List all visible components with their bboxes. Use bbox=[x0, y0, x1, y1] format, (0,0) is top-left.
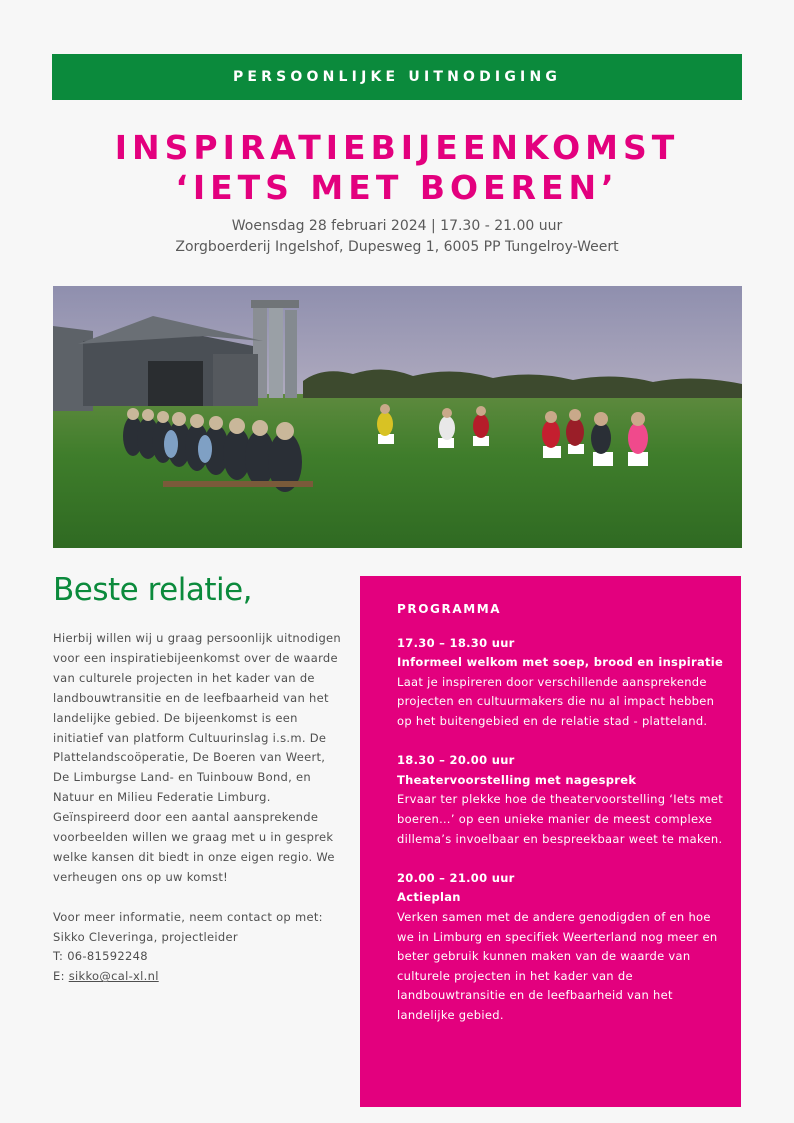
title-line-1: INSPIRATIEBIJEENKOMST bbox=[114, 128, 680, 167]
session-title: Informeel welkom met soep, brood en inspiratie bbox=[397, 655, 724, 670]
contact-email-link[interactable]: sikko@cal-xl.nl bbox=[68, 969, 159, 984]
banner-label: PERSOONLIJKE UITNODIGING bbox=[232, 69, 562, 85]
session-description: Verken samen met de andere genodigden of en hoe we in Limburg en specifiek Weerterland nog meer en beter gebruik kunnen maken van de waarde van culturele projecten in het kader van de landbouwtransitie en de leefbaarheid van het landelijke gebied. bbox=[397, 909, 718, 1022]
contact-intro: Voor meer informatie, neem contact op met: bbox=[53, 909, 323, 924]
page-title bbox=[40, 128, 754, 208]
intro-text bbox=[53, 629, 343, 987]
session-title: Actieplan bbox=[397, 890, 461, 905]
program-heading: PROGRAMMA bbox=[397, 602, 502, 616]
contact-email-line bbox=[53, 967, 343, 987]
session-description: Ervaar ter plekke hoe de theatervoorstelling ‘Iets met boeren…’ op een unieke manier de meest complexe dillema’s invoelbaar en bespreekbaar weet te maken. bbox=[397, 792, 724, 846]
session-title: Theatervoorstelling met nagesprek bbox=[397, 772, 637, 787]
event-meta bbox=[40, 216, 754, 258]
title-line-2: ‘IETS MET BOEREN’ bbox=[175, 168, 619, 207]
invitation-banner bbox=[52, 54, 742, 100]
greeting-heading: Beste relatie, bbox=[53, 572, 253, 608]
session-time: 20.00 – 21.00 uur bbox=[397, 870, 515, 885]
session-description: Laat je inspireren door verschillende aansprekende projecten en cultuurmakers die nu al impact hebben op het buitengebied en de relatie stad - platteland. bbox=[397, 674, 715, 728]
program-session bbox=[397, 634, 731, 732]
contact-block bbox=[53, 908, 343, 988]
program-session bbox=[397, 751, 731, 849]
contact-phone: T: 06-81592248 bbox=[53, 949, 148, 964]
contact-name: Sikko Cleveringa, projectleider bbox=[53, 929, 238, 944]
program-panel bbox=[360, 576, 741, 1107]
event-date: Woensdag 28 februari 2024 | 17.30 - 21.00 uur bbox=[231, 218, 563, 234]
contact-email-prefix: E: bbox=[53, 969, 69, 984]
farm-field-theatre-photo bbox=[53, 286, 742, 548]
program-session bbox=[397, 869, 731, 1026]
intro-body: Hierbij willen wij u graag persoonlijk uitnodigen voor een inspiratiebijeenkomst over de waarde van culturele projecten in het kader van de landbouwtransitie en de leefbaarheid van het landelijke gebied. De bijeenkomst is een initiatief van platform Cultuurinslag i.s.m. De Plattelandscoöperatie, De Boeren van Weert, De Limburgse Land- en Tuinbouw Bond, en Natuur en Milieu Federatie Limburg. Geïnspireerd door een aantal aansprekende voorbeelden willen we graag met u in gesprek welke kansen dit biedt in onze eigen regio. We verheugen ons op uw komst! bbox=[53, 631, 342, 884]
session-time: 18.30 – 20.00 uur bbox=[397, 753, 515, 768]
session-time: 17.30 – 18.30 uur bbox=[397, 635, 515, 650]
event-location: Zorgboerderij Ingelshof, Dupesweg 1, 6005 PP Tungelroy-Weert bbox=[175, 239, 619, 255]
